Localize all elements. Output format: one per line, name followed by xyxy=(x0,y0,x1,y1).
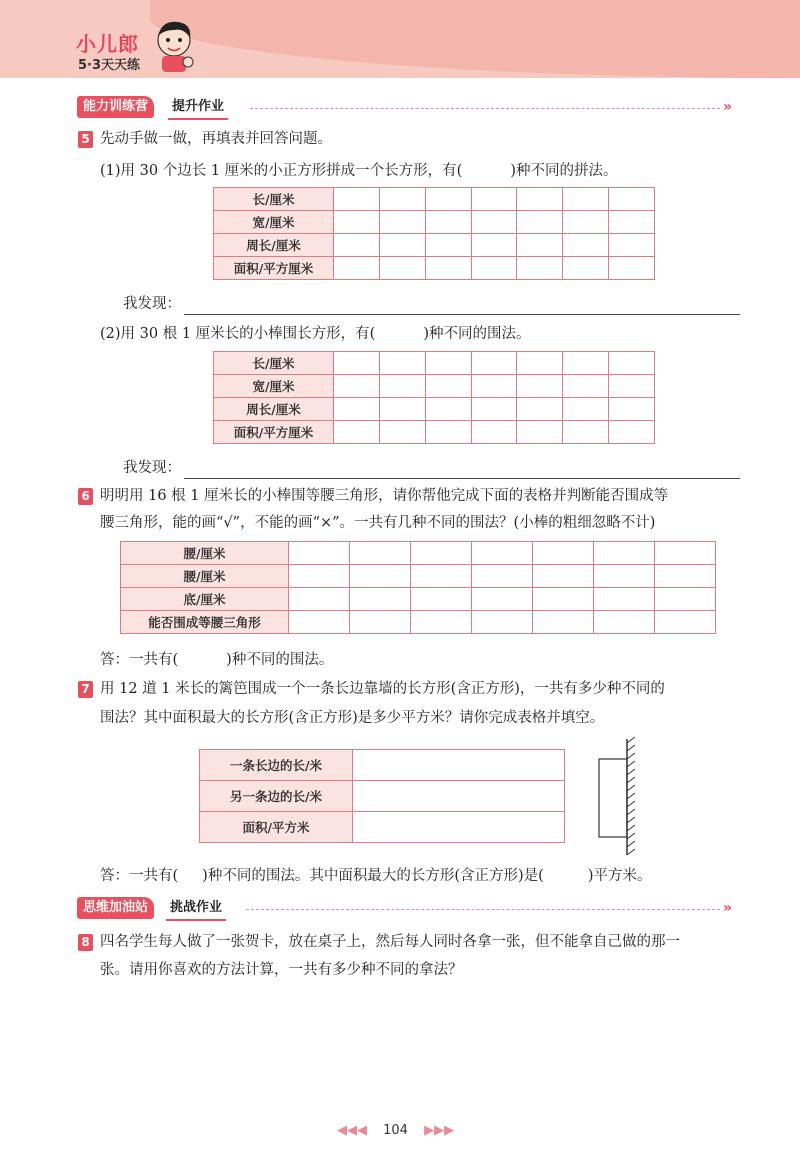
table-row xyxy=(214,257,655,280)
q6-text-line1: 明明用 16 根 1 厘米长的小棒围等腰三角形，请你帮他完成下面的表格并判断能否围成等 xyxy=(100,488,669,504)
row-header: 周长/厘米 xyxy=(214,398,334,421)
q6-table xyxy=(120,541,716,634)
q7-answer-a: 答：一共有( xyxy=(100,868,179,884)
question-stem: 先动手做一做，再填表并回答问题。 xyxy=(100,131,332,147)
page-footer xyxy=(337,1123,454,1138)
q5-table-2 xyxy=(213,351,655,444)
q6-text-line2: 腰三角形，能的画“√”，不能的画“×”。一共有几种不同的围法？(小棒的粗细忽略不计) xyxy=(100,515,656,531)
table-row xyxy=(214,211,655,234)
row-header: 长/厘米 xyxy=(214,352,334,375)
q5-part2-before: (2)用 30 根 1 厘米长的小棒围长方形，有( xyxy=(100,326,376,342)
q8-answer-area[interactable] xyxy=(100,990,740,1100)
q7-table xyxy=(199,749,565,843)
q5-part2-after: )种不同的围法。 xyxy=(423,326,531,342)
q7-answer-b: )种不同的围法。其中面积最大的长方形(含正方形)是( xyxy=(202,868,544,884)
q5-table-1 xyxy=(213,187,655,280)
section-tag-training: 能力训练营 xyxy=(77,96,154,118)
question-number: 8 xyxy=(78,934,93,951)
next-arrows-icon: ▶▶▶ xyxy=(424,1123,455,1138)
q7-text-line2: 围法？其中面积最大的长方形(含正方形)是多少平方米？请你完成表格并填空。 xyxy=(100,710,605,726)
q6-answer-after: )种不同的围法。 xyxy=(226,652,334,668)
finding-label: 我发现： xyxy=(123,460,181,476)
page-number: 104 xyxy=(383,1123,408,1138)
row-header: 长/厘米 xyxy=(214,188,334,211)
row-header: 面积/平方米 xyxy=(200,812,353,843)
chevrons-right-icon: » xyxy=(723,900,733,916)
question-number: 6 xyxy=(78,488,93,505)
q8-text-line2: 张。请用你喜欢的方法计算，一共有多少种不同的拿法？ xyxy=(100,962,463,978)
row-header: 腰/厘米 xyxy=(121,542,289,565)
table-row xyxy=(214,234,655,257)
mascot-icon xyxy=(150,18,198,74)
table-row xyxy=(200,781,565,812)
row-header: 一条长边的长/米 xyxy=(200,750,353,781)
q5-part1-text xyxy=(100,161,617,181)
finding-label: 我发现： xyxy=(123,296,181,312)
section-title-challenge: 挑战作业 xyxy=(166,897,226,921)
finding-answer-line[interactable] xyxy=(184,314,740,315)
table-row xyxy=(121,565,716,588)
q6-answer xyxy=(100,650,333,670)
table-row xyxy=(214,421,655,444)
section-divider xyxy=(250,108,720,109)
prev-arrows-icon: ◀◀◀ xyxy=(337,1123,367,1138)
row-header: 另一条边的长/米 xyxy=(200,781,353,812)
q7-answer xyxy=(100,866,651,886)
q5-part1-before: (1)用 30 个边长 1 厘米的小正方形拼成一个长方形，有( xyxy=(100,163,463,179)
table-row xyxy=(121,542,716,565)
table-row xyxy=(214,352,655,375)
table-row xyxy=(214,398,655,421)
row-header: 周长/厘米 xyxy=(214,234,334,257)
q6-answer-before: 答：一共有( xyxy=(100,652,179,668)
q7-text-line1: 用 12 道 1 米长的篱笆围成一个一条长边靠墙的长方形(含正方形)，一共有多少种不同的 xyxy=(100,681,665,697)
table-row xyxy=(200,750,565,781)
question-number: 5 xyxy=(78,131,93,148)
brand-name: 小儿郎 xyxy=(76,32,139,56)
q5-part1-after: )种不同的拼法。 xyxy=(510,163,618,179)
q8-text-line1: 四名学生每人做了一张贺卡，放在桌子上，然后每人同时各拿一张，但不能拿自己做的那一 xyxy=(100,934,680,950)
row-header: 能否围成等腰三角形 xyxy=(121,611,289,634)
row-header: 宽/厘米 xyxy=(214,375,334,398)
table-row xyxy=(121,611,716,634)
fence-wall-diagram xyxy=(597,737,641,857)
table-row xyxy=(214,188,655,211)
section-title-homework: 提升作业 xyxy=(168,96,228,120)
q5-part2-text xyxy=(100,324,530,344)
table-row xyxy=(214,375,655,398)
q7-answer-c: )平方米。 xyxy=(587,868,652,884)
chevrons-right-icon: » xyxy=(723,99,733,115)
finding-answer-line[interactable] xyxy=(184,478,740,479)
row-header: 面积/平方厘米 xyxy=(214,257,334,280)
table-row xyxy=(121,588,716,611)
row-header: 宽/厘米 xyxy=(214,211,334,234)
question-number: 7 xyxy=(78,681,93,698)
row-header: 腰/厘米 xyxy=(121,565,289,588)
brand-series: 5·3天天练 xyxy=(78,58,141,73)
row-header: 面积/平方厘米 xyxy=(214,421,334,444)
section-tag-thinking: 思维加油站 xyxy=(77,897,154,919)
table-row xyxy=(200,812,565,843)
section-divider xyxy=(246,909,720,910)
row-header: 底/厘米 xyxy=(121,588,289,611)
